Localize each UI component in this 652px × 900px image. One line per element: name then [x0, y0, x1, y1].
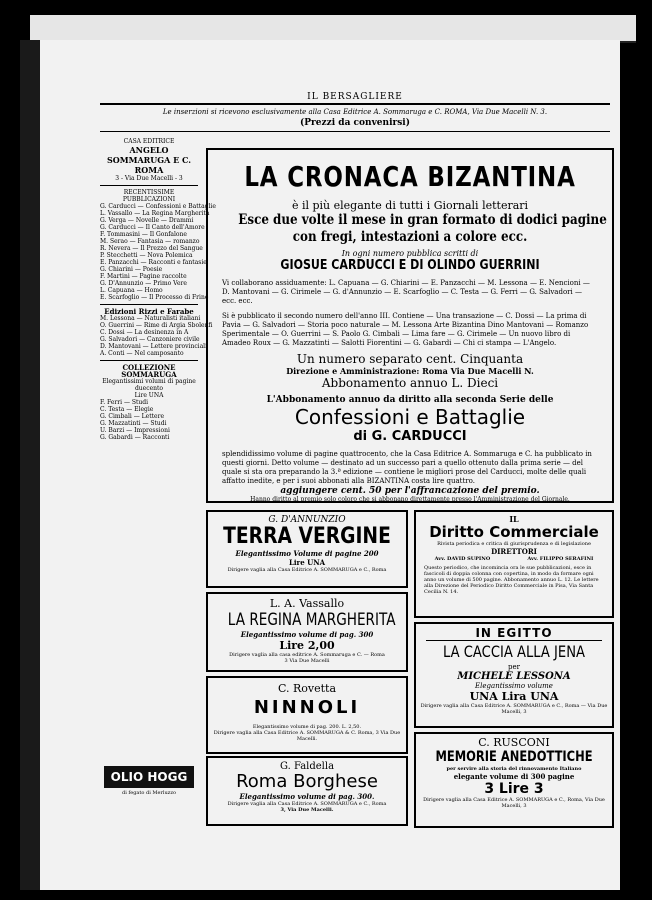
sidebar-column: [100, 138, 216, 828]
sidebar-edizioni: Edizioni Rizzi e Farabe: [104, 307, 194, 316]
header-rule: [100, 131, 610, 132]
regina-sub: Elegantissimo volume di pag. 300: [240, 630, 374, 639]
regina-price: Lire 2,00: [279, 639, 335, 652]
sidebar-rule: [100, 304, 198, 305]
sidebar-book-item: E. Panzacchi — Racconti e fantasie: [100, 259, 207, 266]
sidebar-book-item: G. Chiarini — Poesie: [100, 266, 163, 273]
sidebar-book-item: O. Guerrini — Rime di Argia Sbolenfi: [100, 322, 213, 329]
egitto-price: UNA Lira UNA: [469, 690, 559, 703]
ninnoli-ad: [206, 676, 408, 754]
memorie-author: C. RUSCONI: [478, 736, 550, 749]
cronaca-abbonamento: Abbonamento annuo L. Dieci: [321, 376, 499, 390]
memorie-aneddotiche-ad: [414, 732, 614, 828]
cronaca-line3: con fregi, intestazioni a colore ecc.: [292, 229, 528, 245]
sidebar-book-list: [100, 203, 216, 301]
ninnoli-dir: Dirigere vaglia alla Casa Editrice A. SOMMARUGA & C. Roma, 3 Via Due Macelli.: [213, 730, 401, 742]
diritto-director-2: Avv. FILIPPO SERAFINI: [527, 556, 594, 562]
sidebar-book-list-2: [100, 315, 213, 357]
cronaca-di-carducci: di G. CARDUCCI: [353, 429, 467, 444]
sidebar-book-item: D. Mantovani — Lettere provinciali: [100, 343, 208, 350]
sidebar-book-item: G. Carducci — Confessioni e Battaglie: [100, 203, 216, 210]
egitto-title: LA CACCIA ALLA JENA: [443, 642, 585, 661]
cronaca-hanno: Hanno diritto al premio solo coloro che si abbonano direttamente presso l'Amministrazione del Giornale.: [250, 496, 570, 503]
egitto-author: MICHELE LESSONA: [457, 671, 571, 682]
cronaca-number-price: Un numero separato cent. Cinquanta: [296, 352, 524, 366]
sidebar-lire: Lire UNA: [134, 392, 164, 399]
sidebar-book-item: G. D'Annunzio — Primo Vere: [100, 280, 187, 287]
regina-addr: 3 Via Due Macelli: [284, 658, 330, 664]
sidebar-rule: [100, 360, 198, 361]
roma-author: G. Faldella: [279, 761, 335, 772]
sidebar-book-item: M. Lessona — Naturalisti italiani: [100, 315, 201, 322]
cronaca-splendido: splendidissimo volume di pagine quattrocento, che la Casa Editrice A. Sommaruga e C. ha pubblicato in questi giorni. Detto volume — destinato ad un successo pari a quello ottenuto dalla prima serie — del quale si sta ora preparando la 3.ª edizione — contiene le migliori prose del Carducci, molte delle quali affatto inedite, e per i suoi abbonati alla BIZANTINA costa lire quattro.: [222, 450, 592, 485]
cronaca-line2: Esce due volte il mese in gran formato di dodici pagine: [238, 212, 607, 228]
memorie-price: 3 Lire 3: [484, 781, 544, 797]
sidebar-book-item: G. Salvadori — Canzoniere civile: [100, 336, 200, 343]
sidebar-book-item: G. Mazzatinti — Studi: [100, 420, 167, 427]
regina-author: L. A. Vassallo: [269, 597, 345, 610]
olio-hogg-sub: di fegato di Merluzzo: [122, 790, 176, 796]
terra-sub: Elegantissimo Volume di pagine 200: [235, 549, 379, 558]
sidebar-book-item: C. Testa — Elegie: [100, 406, 154, 413]
sidebar-book-item: L. Capuana — Homo: [100, 287, 163, 294]
egitto-dir: Dirigere vaglia alla Casa Editrice A. SOMMARUGA e C., Roma — Via Due Macelli, 3: [420, 703, 608, 715]
roma-title: Roma Borghese: [236, 771, 378, 792]
sidebar-rule: [100, 185, 198, 186]
sidebar-book-item: F. Tommasini — Il Gonfalone: [100, 231, 187, 238]
sidebar-book-item: C. Dossi — La desinenza in A: [100, 329, 189, 336]
sidebar-book-item: G. Gabardi — Racconti: [100, 434, 170, 441]
diritto-body: Questo periodico, che incomincia ora le sue pubblicazioni, esce in fascicoli di doppia colonna con copertina, in modo da formare ogni anno un volume di 500 pagine. Abbonamento annuo L. 12. Le lettere alla Direzione del Periodico Diritto Commerciale in Pisa, Via Santa Cecilia N. 14.: [424, 565, 599, 595]
sidebar-book-item: P. Stecchetti — Nova Polemica: [100, 252, 193, 259]
terra-title: TERRA VERGINE: [223, 524, 391, 549]
insertions-notice: Le inserzioni si ricevono esclusivamente alla Casa Editrice A. Sommaruga e C. ROMA, Via Due Macelli N. 3.: [162, 108, 548, 116]
terra-author: G. D'ANNUNZIO: [268, 515, 346, 525]
egitto-sub: Elegantissimo volume: [475, 682, 553, 690]
sidebar-book-item: M. Serao — Fantasia — romanzo: [100, 238, 200, 245]
sidebar-book-item: G. Cimbali — Lettere: [100, 413, 164, 420]
diritto-title: Diritto Commerciale: [429, 523, 599, 541]
masthead-title: IL BERSAGLIERE: [307, 92, 403, 102]
sidebar-book-item: U. Barzi — Impressioni: [100, 427, 170, 434]
sidebar-book-item: R. Nevera — Il Prezzo del Sangue: [100, 245, 203, 252]
diritto-director-1: Avv. DAVID SUPINO: [434, 556, 491, 562]
sidebar-publisher: ANGELO SOMMARUGA E C.: [106, 145, 191, 165]
sidebar-book-item: G. Verga — Novelle — Drammi: [100, 217, 194, 224]
diritto-il: IL: [509, 514, 519, 524]
diritto-direttori: DIRETTORI: [491, 547, 537, 556]
cronaca-bizantina-ad: [206, 148, 614, 503]
terra-dir: Dirigere vaglia alla Casa Editrice A. SOMMARUGA e C., Roma: [227, 567, 387, 573]
sidebar-casa: CASA EDITRICE: [123, 138, 175, 145]
cronaca-abb-diritto: L'Abbonamento annuo da diritto alla seconda Serie delle: [266, 395, 554, 405]
regina-dir: Dirigere vaglia alla casa editrice A. Sommaruga e C. — Roma: [229, 652, 385, 658]
sidebar-book-item: F. Ferri — Studi: [100, 399, 149, 406]
masthead-rule: [100, 103, 610, 105]
sidebar-recent-heading: RECENTISSIME PUBBLICAZIONI: [122, 189, 176, 203]
regina-margherita-ad: [206, 592, 408, 672]
roma-borghese-ad: [206, 756, 408, 826]
sidebar-collezione-sub: Elegantissimi volumi di pagine duecento: [102, 378, 196, 392]
sidebar-book-item: A. Conti — Nel camposanto: [100, 350, 184, 357]
roma-dir: Dirigere vaglia alla Casa Editrice A. SOMMARUGA e C., Roma: [227, 801, 387, 807]
ninnoli-sub: Elegantissimo volume di pag. 200. L. 2,50.: [252, 724, 362, 730]
sidebar-book-item: L. Vassallo — La Regina Margherita: [100, 210, 210, 217]
ninnoli-title: NINNOLI: [253, 697, 361, 718]
regina-title: LA REGINA MARGHERITA: [227, 610, 396, 630]
cronaca-confessioni: Confessioni e Battaglie: [294, 405, 526, 429]
cronaca-direzione: Direzione e Amministrazione: Roma Via Due Macelli N.: [286, 366, 534, 376]
memorie-vol: elegante volume di 300 pagine: [453, 772, 575, 781]
cronaca-title: LA CRONACA BIZANTINA: [244, 160, 576, 193]
sidebar-address: 3 - Via Due Macelli - 3: [115, 175, 183, 182]
olio-hogg-ad: OLIO HOGG: [104, 766, 194, 788]
cronaca-pub: In ogni numero pubblica scritti di: [341, 249, 479, 258]
roma-sub: Elegantissimo volume di pag. 300.: [239, 792, 375, 801]
memorie-dir: Dirigere vaglia alla Casa Editrice A. SOMMARUGA e C., Roma, Via Due Macelli, 3: [423, 797, 605, 809]
terra-price: Lire UNA: [288, 558, 326, 567]
sidebar-collezione: COLLEZIONE SOMMARUGA: [121, 363, 177, 379]
terra-vergine-ad: [206, 510, 408, 588]
cronaca-aggiungere: aggiungere cent. 50 per l'affrancazione del premio.: [280, 486, 540, 496]
egitto-per: per: [508, 663, 520, 671]
roma-addr: 3, Via Due Macelli.: [280, 807, 334, 813]
page-shadow: [20, 40, 42, 890]
folded-page-edge: [30, 15, 636, 43]
diritto-sub: Rivista periodica e critica di giurisprudenza e di legislazione: [437, 541, 591, 547]
sidebar-book-item: E. Scarfoglio — Il Processo di Frine: [100, 294, 209, 301]
sidebar-city: ROMA: [134, 165, 164, 175]
ninnoli-author: C. Rovetta: [277, 682, 337, 695]
egitto-top: IN EGITTO: [475, 626, 553, 640]
cronaca-contents: Si è pubblicato il secondo numero dell'anno III. Contiene — Una transazione — C. Dossi — La prima di Pavia — G. Salvadori — Storia poco naturale — M. Lessona Arte Bizantina Dino Mantovani — Romanzo Sperimentale — O. Guerrini — S. Paolo G. Cimbali — Lima fare — G. Cirimele — Un nuovo libro di Amadeo Roux — G. Mazzatinti — Salotti Fiorentini — G. Gabardi — Chi ci stampa — L'Angelo.: [222, 312, 589, 347]
memorie-sub: per servire alla storia del rinnovamento Italiano: [446, 766, 582, 772]
cronaca-authors: GIOSUE CARDUCCI E DI OLINDO GUERRINI: [280, 258, 540, 273]
cronaca-line1: è il più elegante di tutti i Giornali letterari: [291, 199, 529, 212]
cronaca-collaborators: Vi collaborano assiduamente: L. Capuana — G. Chiarini — E. Panzacchi — M. Lessona — E. Nencioni — D. Mantovani — G. Cirimele — G. d'Annunzio — E. Scarfoglio — C. Testa — G. Ferri — G. Salvadori — ecc. ecc.: [222, 279, 590, 305]
sidebar-book-list-3: [100, 399, 198, 441]
sidebar-book-item: G. Carducci — Il Canto dell'Amore: [100, 224, 205, 231]
prices-notice: (Prezzi da convenirsi): [300, 118, 410, 128]
diritto-commerciale-ad: [414, 510, 614, 618]
caccia-jena-ad: [414, 622, 614, 728]
memorie-title: MEMORIE ANEDOTTICHE: [435, 749, 593, 765]
sidebar-book-item: F. Martini — Pagine raccolte: [100, 273, 187, 280]
